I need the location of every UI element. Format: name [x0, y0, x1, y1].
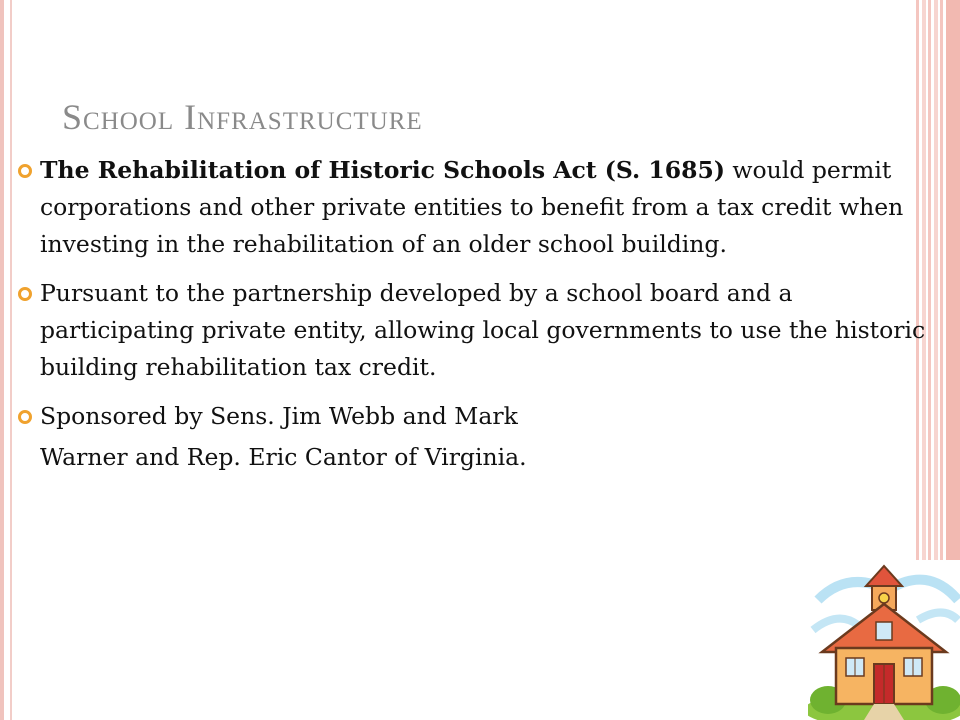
bullet-continuation: Warner and Rep. Eric Cantor of Virginia. — [40, 443, 527, 471]
bullet-icon — [18, 164, 32, 178]
bullet-icon — [18, 410, 32, 424]
bullet-bold-lead: The Rehabilitation of Historic Schools Act (S. 1685) — [40, 156, 725, 184]
left-decorative-border — [0, 0, 12, 720]
bullet-text: would permit corporations and other private entities to benefit from a tax credit when investing in the rehabilitation of an older school building. — [40, 156, 904, 258]
slide-body — [18, 152, 943, 476]
bullet-icon — [18, 287, 32, 301]
bullet-item — [18, 152, 943, 263]
schoolhouse-icon — [808, 560, 960, 720]
bullet-item — [18, 275, 943, 386]
slide-title: School Infrastructure — [62, 97, 423, 137]
bullet-item — [18, 398, 943, 435]
bullet-text: Pursuant to the partnership developed by a school board and a participating private entity, allowing local governments to use the historic building rehabilitation tax credit. — [40, 279, 926, 381]
bullet-text: Sponsored by Sens. Jim Webb and Mark — [40, 402, 518, 430]
